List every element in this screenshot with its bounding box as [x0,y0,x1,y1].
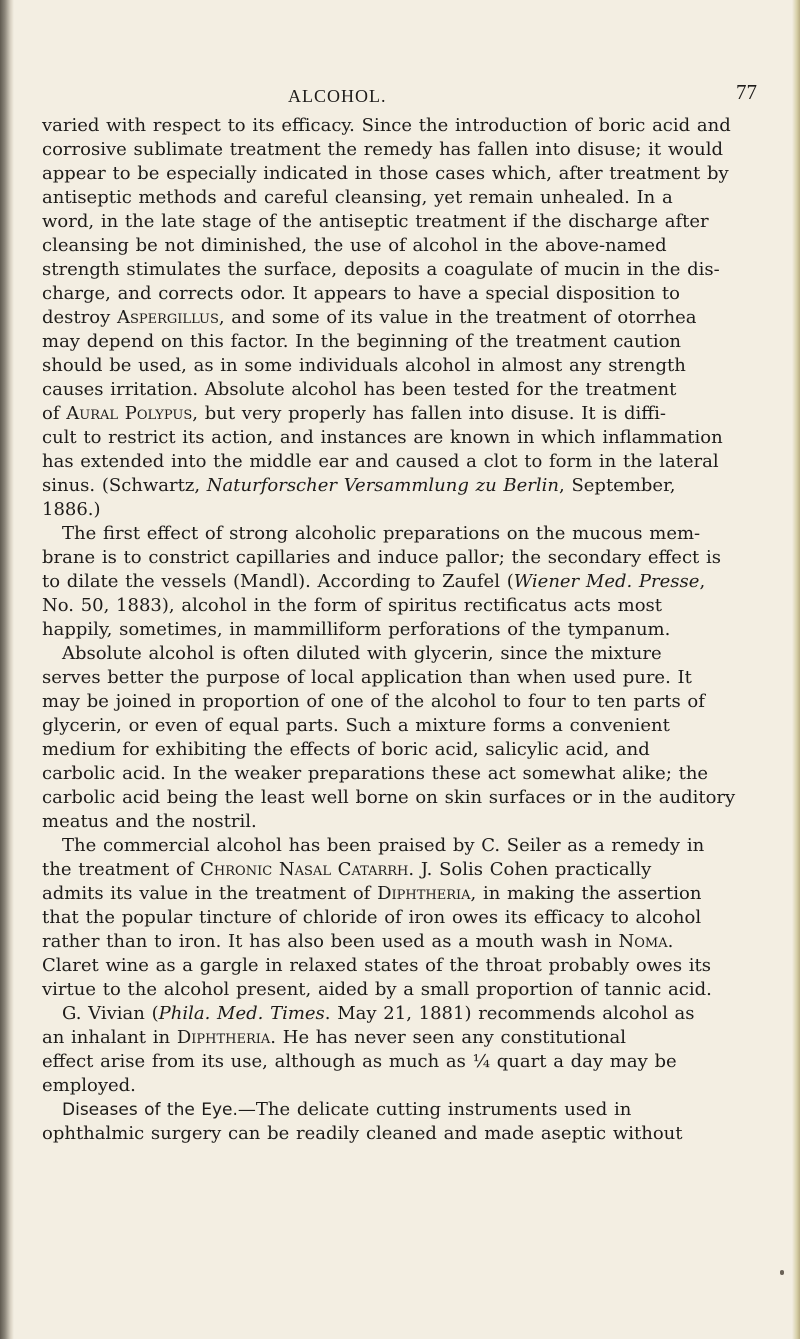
text-segment: word, in the late stage of the antiseptic treatment if the discharge after [42,211,709,232]
text-line [42,858,772,882]
section-heading: Diseases of the Eye. [62,1100,238,1120]
text-line [42,210,772,234]
text-segment: glycerin, or even of equal parts. Such a mixture forms a convenient [42,715,670,736]
text-line [42,354,772,378]
text-segment: Diphtheria [377,883,471,904]
text-segment: antiseptic methods and careful cleansing, yet remain unhealed. In a [42,187,673,208]
text-line [42,402,772,426]
text-segment: Claret wine as a gargle in relaxed states of the throat probably owes its [42,955,712,976]
text-line [42,306,772,330]
text-segment: Wiener Med. Presse [513,571,700,592]
text-segment: brane is to constrict capillaries and induce pallor; the secondary effect is [42,547,721,568]
text-line [42,138,772,162]
text-segment: effect arise from its use, although as much as ¼ quart a day may be [42,1051,677,1072]
text-segment: carbolic acid. In the weaker preparations these act somewhat alike; the [42,763,709,784]
text-segment: Naturforscher Versammlung zu Berlin [206,475,559,496]
text-line [42,498,772,522]
text-segment: should be used, as in some individuals alcohol in almost any strength [42,355,686,376]
page-number: 77 [736,80,757,104]
text-line [42,234,772,258]
text-line [42,1026,772,1050]
text-segment: 1886.) [42,499,101,520]
text-line [42,738,772,762]
text-segment: cult to restrict its action, and instances are known in which inflammation [42,427,723,448]
text-segment: appear to be especially indicated in those cases which, after treatment by [42,163,729,184]
text-segment: Aspergillus [116,307,219,328]
text-segment: may depend on this factor. In the beginning of the treatment caution [42,331,682,352]
text-segment: , and some of its value in the treatment of otorrhea [218,307,697,328]
text-segment: carbolic acid being the least well borne on skin surfaces or in the auditory [42,787,736,808]
text-line [42,954,772,978]
text-line [42,618,772,642]
text-segment: G. Vivian ( [62,1003,159,1024]
running-head: ALCOHOL. [288,86,387,106]
text-line [42,666,772,690]
text-segment: meatus and the nostril. [42,811,257,832]
text-segment: Chronic Nasal Catarrh [200,859,409,880]
text-line [42,186,772,210]
page-header [0,80,800,114]
text-segment: Noma [618,931,668,952]
text-line [42,834,772,858]
text-line [42,450,772,474]
text-segment: to dilate the vessels (Mandl). According to Zaufel ( [42,571,514,592]
text-segment: virtue to the alcohol present, aided by a small proportion of tannic acid. [42,979,712,1000]
text-line [42,594,772,618]
text-line [42,114,772,138]
text-segment: , in making the assertion [470,883,702,904]
text-segment: , September, [559,475,676,496]
text-segment: medium for exhibiting the effects of boric acid, salicylic acid, and [42,739,650,760]
text-line [42,426,772,450]
text-segment: corrosive sublimate treatment the remedy has fallen into disuse; it would [42,139,724,160]
text-line [42,762,772,786]
text-line [42,162,772,186]
text-segment: admits its value in the treatment of [42,883,378,904]
text-line [42,1122,772,1146]
text-segment: the treatment of [42,859,201,880]
text-line [42,282,772,306]
paragraph [42,834,772,1002]
text-line [42,882,772,906]
text-line [42,1074,772,1098]
text-segment: The commercial alcohol has been praised by C. Seiler as a remedy in [62,835,705,856]
text-segment: —The delicate cutting instruments used in [237,1099,632,1120]
text-line [42,642,772,666]
text-segment: . May 21, 1881) recommends alcohol as [324,1003,695,1024]
paragraph [42,1098,772,1146]
text-line [42,258,772,282]
text-line [42,786,772,810]
text-segment: serves better the purpose of local application than when used pure. It [42,667,692,688]
text-segment: an inhalant in [42,1027,177,1048]
text-segment: employed. [42,1075,136,1096]
text-segment: ophthalmic surgery can be readily cleaned and made aseptic without [42,1123,683,1144]
paragraph [42,114,772,522]
text-line [42,714,772,738]
text-segment: rather than to iron. It has also been used as a mouth wash in [42,931,619,952]
text-line [42,522,772,546]
text-segment: that the popular tincture of chloride of iron owes its efficacy to alcohol [42,907,702,928]
text-segment: sinus. (Schwartz, [42,475,207,496]
text-line [42,930,772,954]
text-segment: has extended into the middle ear and caused a clot to form in the lateral [42,451,719,472]
text-segment: The first effect of strong alcoholic preparations on the mucous mem- [62,523,701,544]
text-line [42,546,772,570]
page-binding-edge [0,0,14,1339]
text-line [42,1050,772,1074]
text-segment: destroy [42,307,117,328]
text-line [42,1002,772,1026]
text-segment: Phila. Med. Times [158,1003,325,1024]
text-segment: , but very properly has fallen into disuse. It is diffi- [192,403,666,424]
text-segment: , [699,571,706,592]
text-line [42,570,772,594]
page-outer-edge [792,0,800,1339]
text-segment: happily, sometimes, in mammilliform perforations of the tympanum. [42,619,671,640]
text-segment: . He has never seen any constitutional [270,1027,627,1048]
text-segment: . J. Solis Cohen practically [408,859,652,880]
paragraph [42,642,772,834]
text-segment: cleansing be not diminished, the use of alcohol in the above-named [42,235,667,256]
text-line [42,906,772,930]
text-segment: No. 50, 1883), alcohol in the form of spiritus rectificatus acts most [42,595,663,616]
text-line [42,1098,772,1122]
text-segment: causes irritation. Absolute alcohol has been tested for the treatment [42,379,677,400]
text-line [42,474,772,498]
text-segment: Absolute alcohol is often diluted with glycerin, since the mixture [62,643,662,664]
text-segment: may be joined in proportion of one of the alcohol to four to ten parts of [42,691,705,712]
body-text [42,114,772,1146]
text-line [42,690,772,714]
text-segment: strength stimulates the surface, deposits a coagulate of mucin in the dis- [42,259,720,280]
ink-speck [780,1270,784,1275]
text-line [42,378,772,402]
text-segment: Aural Polypus [66,403,193,424]
text-line [42,810,772,834]
text-segment: . [667,931,674,952]
text-segment: varied with respect to its efficacy. Since the introduction of boric acid and [42,115,731,136]
paragraph [42,1002,772,1098]
text-segment: Diphtheria [176,1027,271,1048]
text-segment: of [42,403,67,424]
text-line [42,978,772,1002]
text-line [42,330,772,354]
paragraph [42,522,772,642]
text-segment: charge, and corrects odor. It appears to have a special disposition to [42,283,680,304]
